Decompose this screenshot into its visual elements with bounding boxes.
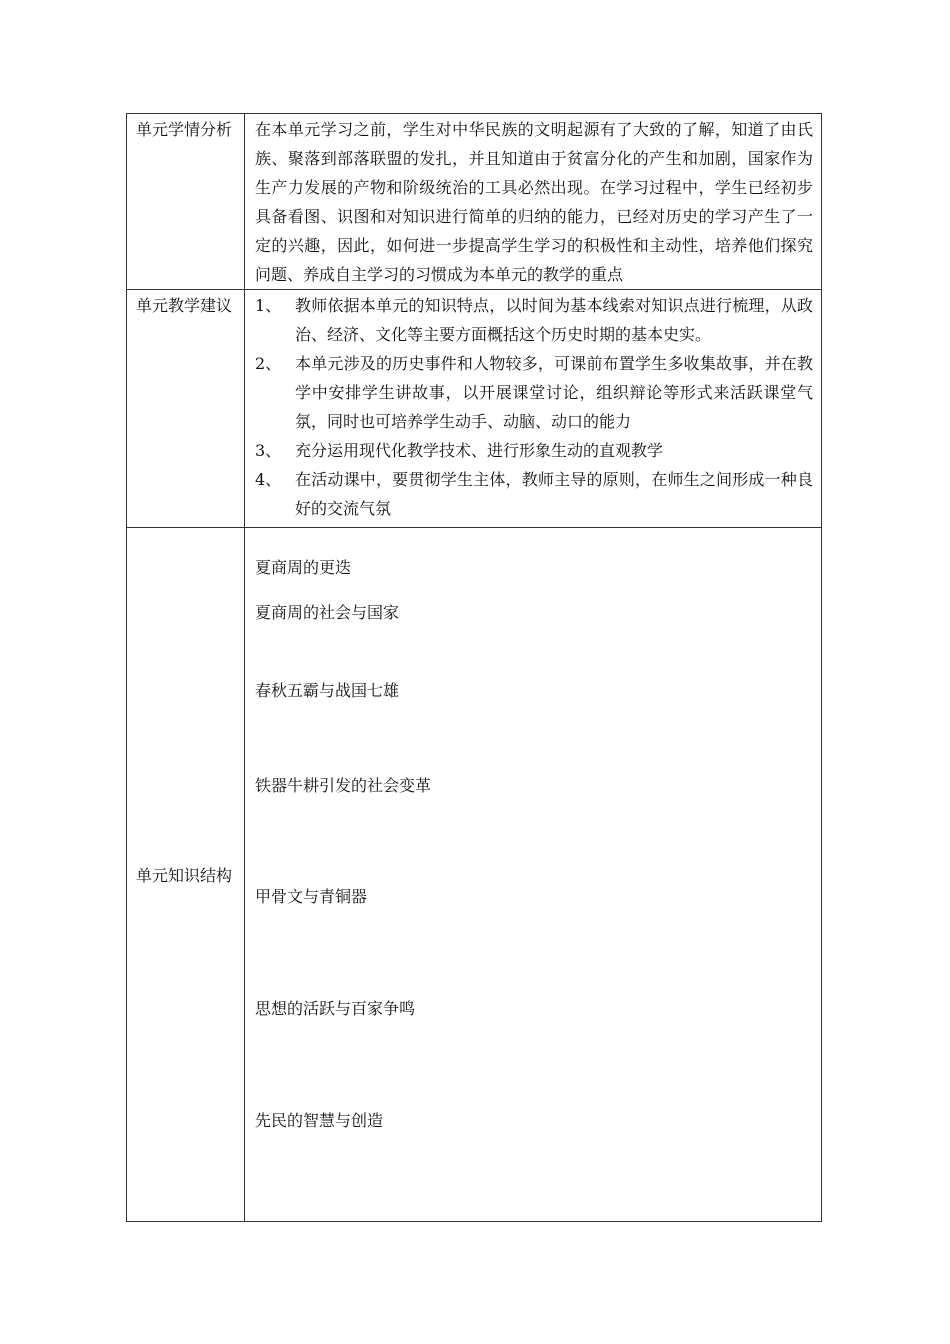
suggestions-list xyxy=(255,291,813,523)
suggestions-cell xyxy=(245,290,822,528)
analysis-text-cell xyxy=(245,114,822,290)
list-text: 教师依据本单元的知识特点，以时间为基本线索对知识点进行梳理，从政治、经济、文化等主要方面概括这个历史时期的基本史实。 xyxy=(295,296,813,344)
list-text: 在活动课中，要贯彻学生主体，教师主导的原则，在师生之间形成一种良好的交流气氛 xyxy=(295,470,813,518)
suggestions-label: 单元教学建议 xyxy=(127,290,245,528)
unit-plan-table xyxy=(126,113,822,1222)
list-item xyxy=(255,465,813,523)
structure-item: 夏商周的社会与国家 xyxy=(255,603,400,622)
list-number: 4、 xyxy=(255,470,282,489)
structure-item: 春秋五霸与战国七雄 xyxy=(255,681,400,700)
list-number: 1、 xyxy=(255,296,282,315)
analysis-label: 单元学情分析 xyxy=(127,114,245,290)
structure-cell xyxy=(245,528,822,1222)
list-item xyxy=(255,349,813,436)
list-number: 3、 xyxy=(255,441,282,460)
structure-item: 夏商周的更迭 xyxy=(255,558,352,577)
list-item xyxy=(255,436,813,465)
table-row-structure xyxy=(127,528,822,1222)
structure-item: 铁器牛耕引发的社会变革 xyxy=(255,776,432,795)
structure-label: 单元知识结构 xyxy=(127,528,245,1222)
table-row-analysis xyxy=(127,114,822,290)
list-text: 充分运用现代化教学技术、进行形象生动的直观教学 xyxy=(295,441,664,460)
list-number: 2、 xyxy=(255,354,282,373)
list-item xyxy=(255,291,813,349)
list-text: 本单元涉及的历史事件和人物较多，可课前布置学生多收集故事，并在教学中安排学生讲故事，以开展课堂讨论，组织辩论等形式来活跃课堂气氛，同时也可培养学生动手、动脑、动口的能力 xyxy=(295,354,813,431)
structure-item: 甲骨文与青铜器 xyxy=(255,887,368,906)
structure-item: 思想的活跃与百家争鸣 xyxy=(255,999,416,1018)
table-row-suggestions xyxy=(127,290,822,528)
structure-item: 先民的智慧与创造 xyxy=(255,1111,384,1130)
analysis-text: 在本单元学习之前，学生对中华民族的文明起源有了大致的了解，知道了由氏族、聚落到部落联盟的发扎，并且知道由于贫富分化的产生和加剧，国家作为生产力发展的产物和阶级统治的工具必然出现。在学习过程中，学生已经初步具备看图、识图和对知识进行简单的归纳的能力，已经对历史的学习产生了一定的兴趣，因此，如何进一步提高学生学习的积极性和主动性，培养他们探究问题、养成自主学习的习惯成为本单元的教学的重点 xyxy=(255,120,813,284)
